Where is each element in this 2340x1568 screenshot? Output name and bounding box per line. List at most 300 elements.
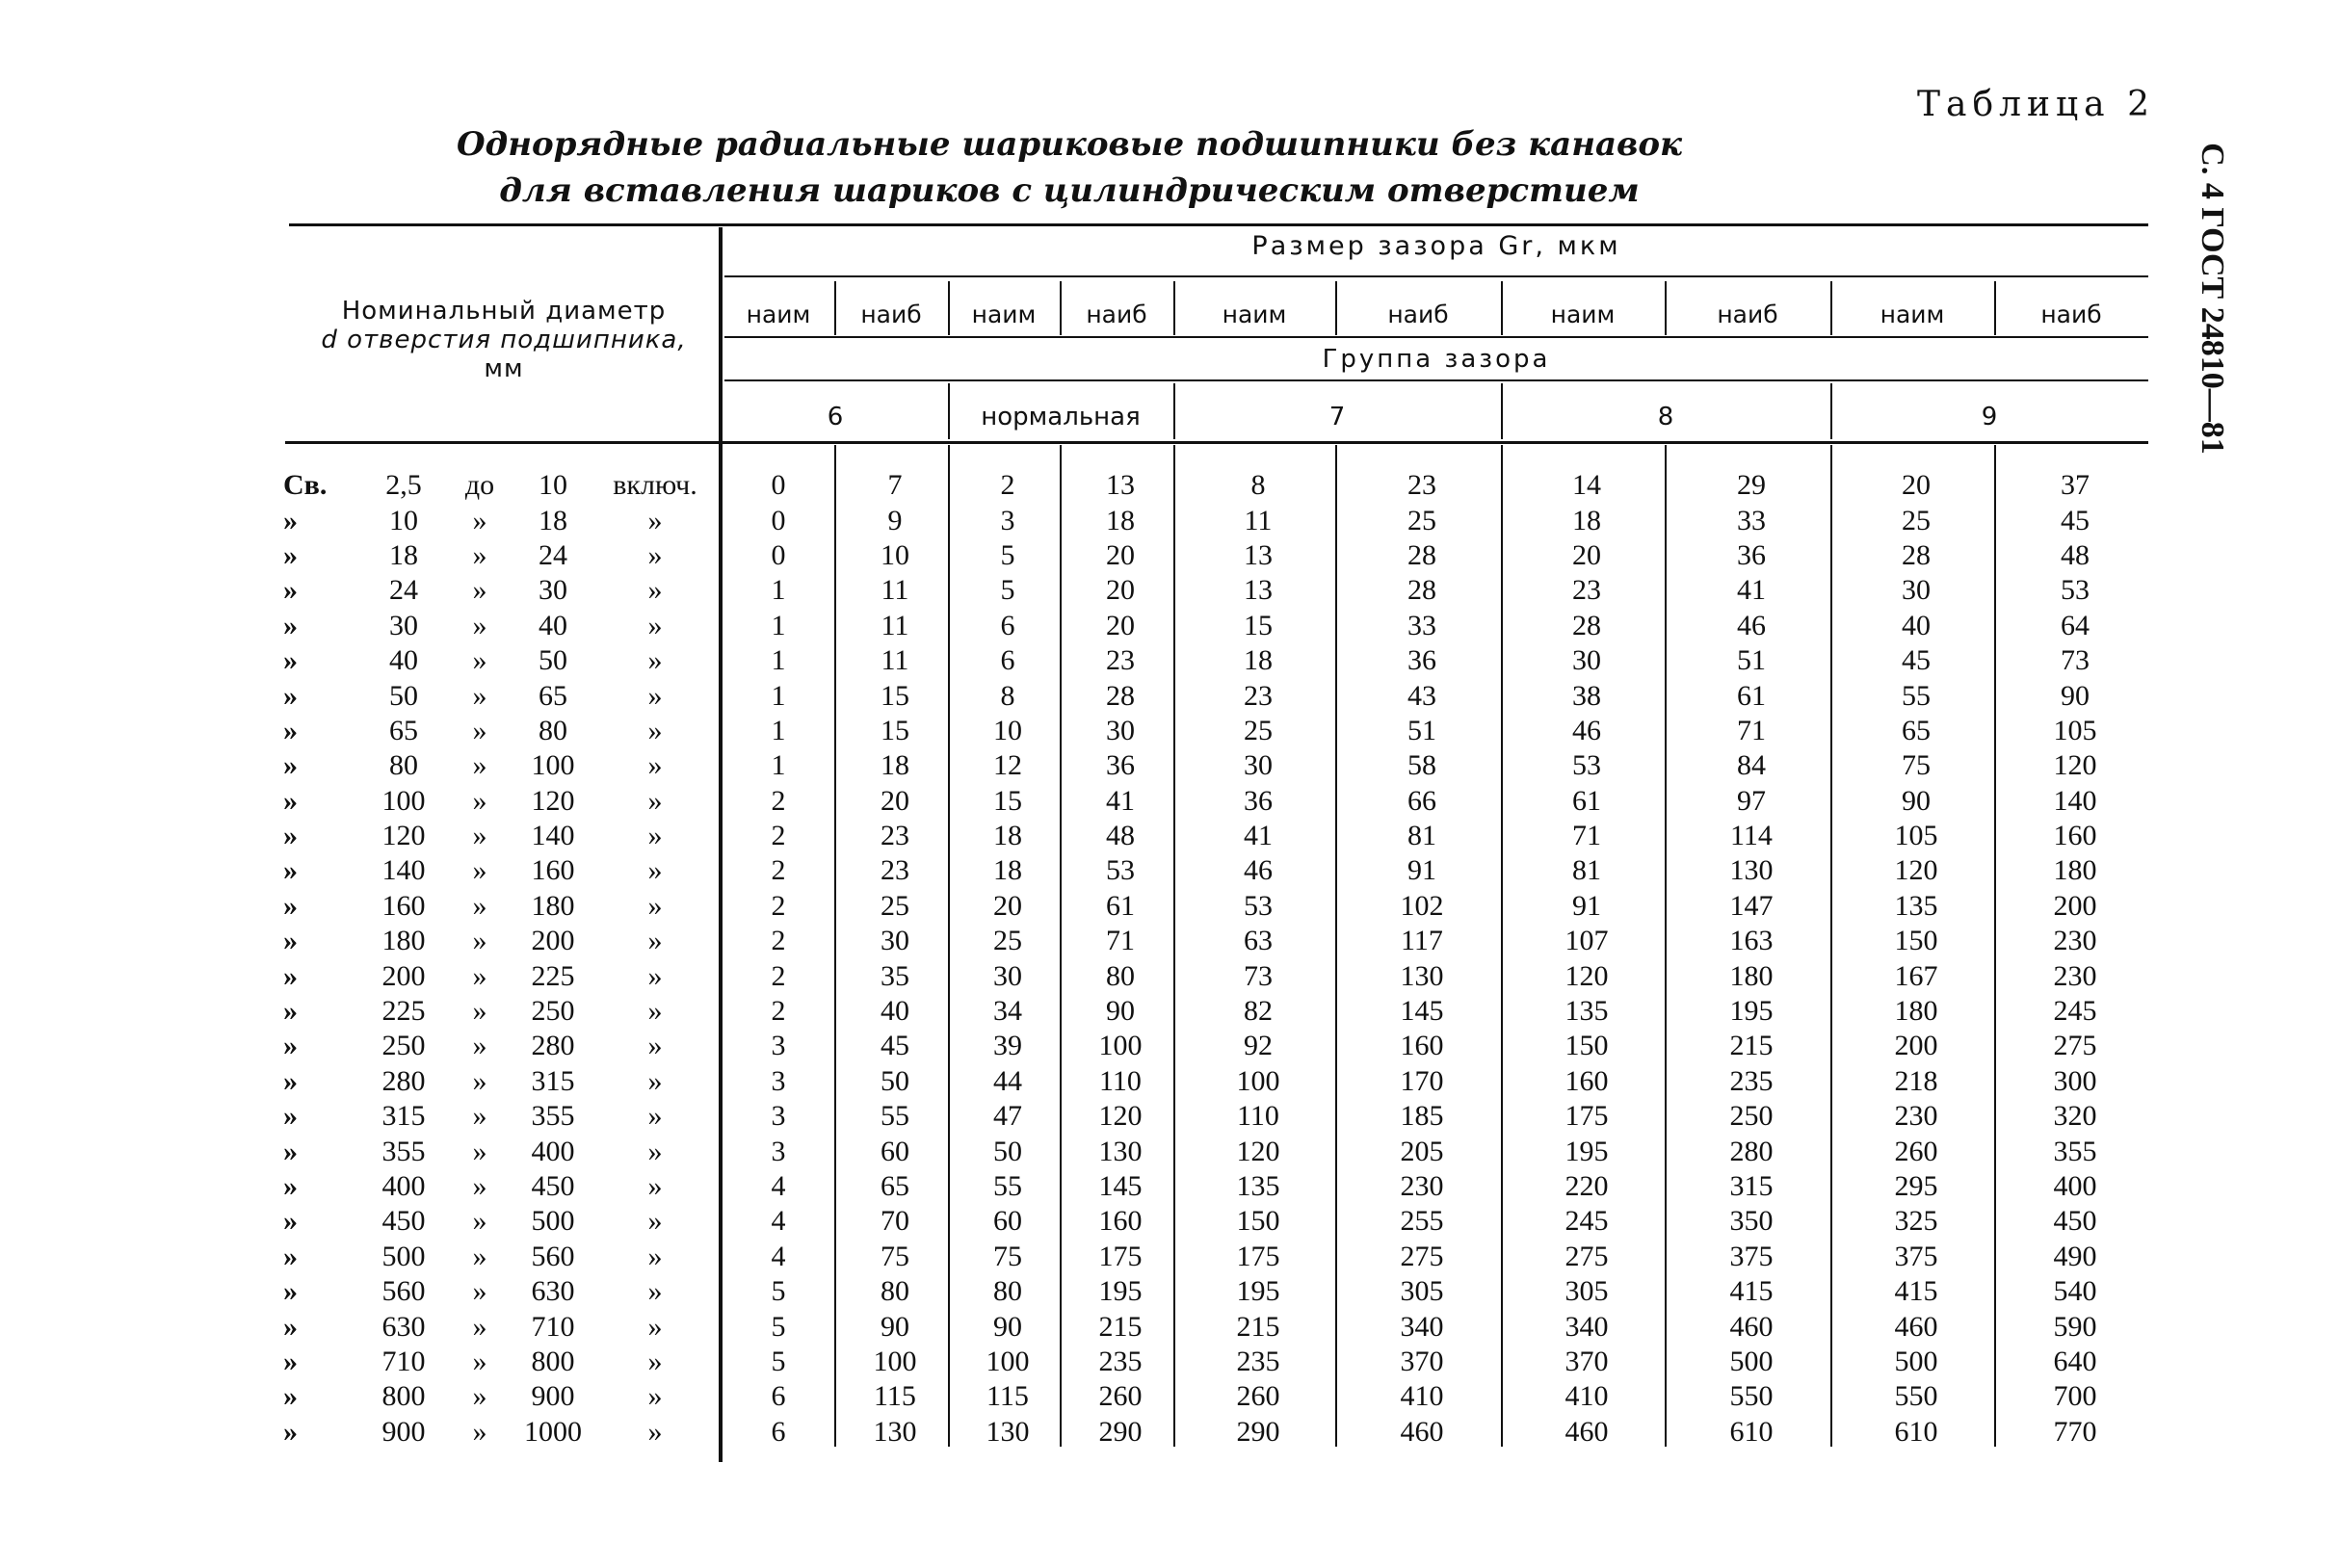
clearance-value: 53 — [1244, 889, 1273, 922]
clearance-value: 30 — [1902, 574, 1931, 607]
row-separator: » — [472, 820, 487, 852]
table-row — [279, 1274, 2152, 1309]
clearance-value: 340 — [1564, 1310, 1609, 1343]
clearance-value: 175 — [1236, 1240, 1280, 1272]
clearance-value: 120 — [2053, 749, 2097, 782]
clearance-value: 415 — [1894, 1275, 1938, 1308]
clearance-value: 38 — [1572, 679, 1601, 712]
clearance-value: 80 — [993, 1275, 1022, 1308]
clearance-value: 45 — [881, 1030, 909, 1062]
diameter-to: 1000 — [524, 1415, 582, 1448]
clearance-value: 3 — [771, 1030, 786, 1062]
clearance-value: 235 — [1236, 1345, 1280, 1377]
clearance-value: 10 — [881, 538, 909, 571]
row-prefix: » — [283, 959, 298, 992]
diameter-to: 10 — [539, 469, 567, 502]
diameter-from: 250 — [381, 1030, 426, 1062]
clearance-value: 8 — [1000, 679, 1015, 712]
clearance-value: 180 — [2053, 854, 2097, 887]
row-separator: » — [472, 609, 487, 641]
clearance-value: 275 — [2053, 1030, 2097, 1062]
clearance-value: 20 — [1902, 469, 1931, 502]
row-prefix: » — [283, 504, 298, 536]
clearance-value: 220 — [1564, 1170, 1609, 1202]
table-row — [279, 503, 2152, 537]
clearance-value: 81 — [1572, 854, 1601, 887]
clearance-value: 117 — [1401, 925, 1443, 957]
nominal-diameter-header — [289, 297, 719, 383]
table-row — [279, 573, 2152, 608]
table-row — [279, 1099, 2152, 1134]
clearance-value: 375 — [1894, 1240, 1938, 1272]
clearance-value: 180 — [1729, 959, 1774, 992]
clearance-value: 105 — [1894, 820, 1938, 852]
rule-top — [289, 223, 2148, 226]
clearance-value: 2 — [771, 820, 786, 852]
clearance-value: 10 — [993, 714, 1022, 746]
clearance-value: 540 — [2053, 1275, 2097, 1308]
clearance-value: 15 — [993, 784, 1022, 817]
clearance-value: 39 — [993, 1030, 1022, 1062]
table-row — [279, 1379, 2152, 1414]
diameter-from: 500 — [381, 1240, 426, 1272]
clearance-value: 320 — [2053, 1100, 2097, 1133]
diameter-from: 40 — [389, 644, 418, 677]
clearance-value: 30 — [993, 959, 1022, 992]
row-prefix: » — [283, 714, 298, 746]
table-row — [279, 1134, 2152, 1168]
clearance-value: 130 — [1729, 854, 1774, 887]
min-label: наим — [1222, 301, 1287, 328]
diameter-from: 400 — [381, 1170, 426, 1202]
row-prefix: » — [283, 1310, 298, 1343]
clearance-value: 41 — [1106, 784, 1135, 817]
clearance-value: 150 — [1236, 1205, 1280, 1238]
clearance-value: 46 — [1244, 854, 1273, 887]
clearance-value: 18 — [993, 854, 1022, 887]
diameter-to: 100 — [531, 749, 575, 782]
clearance-value: 105 — [2053, 714, 2097, 746]
clearance-value: 71 — [1106, 925, 1135, 957]
clearance-value: 160 — [1564, 1064, 1609, 1097]
clearance-value: 48 — [1106, 820, 1135, 852]
clearance-value: 90 — [1106, 995, 1135, 1028]
clearance-value: 2 — [771, 995, 786, 1028]
clearance-value: 53 — [1106, 854, 1135, 887]
table-title-line-1: Однорядные радиальные шариковые подшипники без канавок — [456, 125, 1683, 164]
clearance-value: 205 — [1400, 1135, 1444, 1167]
diameter-to: 500 — [531, 1205, 575, 1238]
row-separator: » — [472, 1345, 487, 1377]
clearance-value: 245 — [1564, 1205, 1609, 1238]
min-label: наим — [746, 301, 811, 328]
row-suffix: » — [647, 925, 663, 957]
clearance-value: 2 — [771, 959, 786, 992]
clearance-value: 115 — [874, 1380, 916, 1413]
clearance-value: 460 — [1564, 1415, 1609, 1448]
clearance-value: 235 — [1098, 1345, 1143, 1377]
clearance-value: 3 — [1000, 504, 1015, 536]
clearance-value: 46 — [1572, 714, 1601, 746]
clearance-value: 30 — [1572, 644, 1601, 677]
diameter-to: 120 — [531, 784, 575, 817]
clearance-value: 18 — [1106, 504, 1135, 536]
rule-header-bottom — [285, 441, 2148, 444]
clearance-value: 6 — [1000, 644, 1015, 677]
clearance-value: 35 — [881, 959, 909, 992]
clearance-value: 25 — [1407, 504, 1436, 536]
clearance-value: 102 — [1400, 889, 1444, 922]
diameter-to: 40 — [539, 609, 567, 641]
clearance-value: 18 — [1572, 504, 1601, 536]
clearance-value: 2 — [771, 784, 786, 817]
row-suffix: » — [647, 574, 663, 607]
max-label: наиб — [2040, 301, 2102, 328]
clearance-value: 11 — [881, 609, 909, 641]
clearance-value: 47 — [993, 1100, 1022, 1133]
row-separator: » — [472, 925, 487, 957]
diameter-to: 140 — [531, 820, 575, 852]
clearance-value: 5 — [1000, 574, 1015, 607]
row-suffix: » — [647, 959, 663, 992]
clearance-value: 100 — [873, 1345, 917, 1377]
diameter-to: 560 — [531, 1240, 575, 1272]
diameter-from: 355 — [381, 1135, 426, 1167]
clearance-value: 48 — [2061, 538, 2090, 571]
diameter-from: 180 — [381, 925, 426, 957]
row-separator: » — [472, 1064, 487, 1097]
clearance-value: 195 — [1564, 1135, 1609, 1167]
clearance-value: 550 — [1894, 1380, 1938, 1413]
diameter-to: 65 — [539, 679, 567, 712]
clearance-value: 30 — [1244, 749, 1273, 782]
clearance-value: 65 — [1902, 714, 1931, 746]
clearance-value: 160 — [1400, 1030, 1444, 1062]
row-prefix: » — [283, 644, 298, 677]
diameter-from: 10 — [389, 504, 418, 536]
row-separator: » — [472, 784, 487, 817]
row-prefix: » — [283, 1240, 298, 1272]
diameter-from: 315 — [381, 1100, 426, 1133]
row-suffix: » — [647, 1310, 663, 1343]
clearance-value: 28 — [1572, 609, 1601, 641]
clearance-value: 13 — [1244, 574, 1273, 607]
clearance-value: 460 — [1894, 1310, 1938, 1343]
clearance-value: 218 — [1894, 1064, 1938, 1097]
row-suffix: » — [647, 995, 663, 1028]
row-separator: » — [472, 995, 487, 1028]
table-row — [279, 1064, 2152, 1099]
row-suffix: » — [647, 1380, 663, 1413]
table-row — [279, 748, 2152, 783]
clearance-value: 20 — [1106, 574, 1135, 607]
clearance-value: 23 — [1106, 644, 1135, 677]
diameter-from: 200 — [381, 959, 426, 992]
clearance-value: 120 — [1098, 1100, 1143, 1133]
diameter-to: 24 — [539, 538, 567, 571]
clearance-value: 115 — [986, 1380, 1029, 1413]
clearance-value: 160 — [2053, 820, 2097, 852]
clearance-value: 75 — [1902, 749, 1931, 782]
clearance-value: 5 — [771, 1345, 786, 1377]
diameter-from: 900 — [381, 1415, 426, 1448]
row-suffix: » — [647, 1275, 663, 1308]
clearance-value: 195 — [1098, 1275, 1143, 1308]
row-suffix: » — [647, 1064, 663, 1097]
clearance-value: 20 — [1106, 538, 1135, 571]
row-prefix: » — [283, 574, 298, 607]
clearance-value: 50 — [993, 1135, 1022, 1167]
clearance-value: 260 — [1236, 1380, 1280, 1413]
diameter-to: 280 — [531, 1030, 575, 1062]
clearance-value: 40 — [881, 995, 909, 1028]
clearance-value: 58 — [1407, 749, 1436, 782]
row-prefix: » — [283, 1030, 298, 1062]
clearance-value: 290 — [1098, 1415, 1143, 1448]
clearance-value: 110 — [1099, 1064, 1142, 1097]
clearance-value: 4 — [771, 1170, 786, 1202]
clearance-value: 3 — [771, 1100, 786, 1133]
row-suffix: » — [647, 1345, 663, 1377]
group-6: 6 — [827, 403, 844, 431]
clearance-value: 1 — [771, 679, 786, 712]
clearance-value: 120 — [1236, 1135, 1280, 1167]
row-prefix: » — [283, 1380, 298, 1413]
clearance-value: 25 — [1244, 714, 1273, 746]
clearance-value: 29 — [1737, 469, 1766, 502]
nominal-header-line: Номинальный диаметр — [341, 297, 667, 326]
clearance-value: 55 — [1902, 679, 1931, 712]
diameter-from: 280 — [381, 1064, 426, 1097]
clearance-value: 147 — [1729, 889, 1774, 922]
clearance-value: 45 — [2061, 504, 2090, 536]
max-label: наиб — [1717, 301, 1778, 328]
clearance-value: 18 — [993, 820, 1022, 852]
clearance-value: 37 — [2061, 469, 2090, 502]
clearance-value: 33 — [1737, 504, 1766, 536]
diameter-from: 18 — [389, 538, 418, 571]
clearance-value: 500 — [1894, 1345, 1938, 1377]
clearance-value: 73 — [1244, 959, 1273, 992]
clearance-value: 25 — [881, 889, 909, 922]
table-label: Таблица 2 — [1917, 85, 2155, 124]
row-separator: » — [472, 854, 487, 887]
clearance-value: 0 — [771, 504, 786, 536]
table-row — [279, 643, 2152, 678]
clearance-value: 340 — [1400, 1310, 1444, 1343]
clearance-value: 145 — [1098, 1170, 1143, 1202]
clearance-value: 0 — [771, 469, 786, 502]
clearance-value: 1 — [771, 644, 786, 677]
clearance-value: 90 — [1902, 784, 1931, 817]
diameter-to: 80 — [539, 714, 567, 746]
row-separator: » — [472, 644, 487, 677]
row-suffix: » — [647, 504, 663, 536]
clearance-value: 36 — [1244, 784, 1273, 817]
clearance-value: 325 — [1894, 1205, 1938, 1238]
row-suffix: » — [647, 644, 663, 677]
clearance-value: 34 — [993, 995, 1022, 1028]
row-suffix: » — [647, 1100, 663, 1133]
clearance-value: 5 — [771, 1310, 786, 1343]
row-suffix: » — [647, 889, 663, 922]
row-suffix: » — [647, 714, 663, 746]
clearance-value: 130 — [986, 1415, 1030, 1448]
clearance-group-header: Группа зазора — [1322, 345, 1551, 374]
clearance-value: 2 — [771, 925, 786, 957]
nominal-header-line: мм — [484, 354, 524, 383]
diameter-from: 560 — [381, 1275, 426, 1308]
table-row — [279, 819, 2152, 853]
row-suffix: » — [647, 854, 663, 887]
clearance-value: 36 — [1106, 749, 1135, 782]
clearance-value: 20 — [1106, 609, 1135, 641]
diameter-from: 160 — [381, 889, 426, 922]
clearance-value: 23 — [1572, 574, 1601, 607]
clearance-value: 13 — [1106, 469, 1135, 502]
diameter-to: 200 — [531, 925, 575, 957]
row-prefix: » — [283, 925, 298, 957]
table-row — [279, 1415, 2152, 1450]
clearance-value: 120 — [1564, 959, 1609, 992]
clearance-value: 90 — [993, 1310, 1022, 1343]
clearance-value: 130 — [1400, 959, 1444, 992]
clearance-value: 160 — [1098, 1205, 1143, 1238]
row-separator: » — [472, 714, 487, 746]
clearance-value: 55 — [881, 1100, 909, 1133]
clearance-value: 640 — [2053, 1345, 2097, 1377]
clearance-value: 2 — [1000, 469, 1015, 502]
row-prefix: » — [283, 538, 298, 571]
clearance-value: 275 — [1400, 1240, 1444, 1272]
min-label: наим — [971, 301, 1037, 328]
clearance-value: 80 — [1106, 959, 1135, 992]
table-row — [279, 853, 2152, 888]
clearance-value: 140 — [2053, 784, 2097, 817]
diameter-to: 180 — [531, 889, 575, 922]
clearance-value: 82 — [1244, 995, 1273, 1028]
clearance-value: 305 — [1564, 1275, 1609, 1308]
clearance-value: 110 — [1237, 1100, 1279, 1133]
diameter-from: 450 — [381, 1205, 426, 1238]
min-label: наим — [1880, 301, 1945, 328]
rule-under-minmax — [724, 336, 2148, 338]
clearance-value: 3 — [771, 1135, 786, 1167]
clearance-value: 18 — [881, 749, 909, 782]
clearance-value: 250 — [1729, 1100, 1774, 1133]
clearance-value: 315 — [1729, 1170, 1774, 1202]
table-row — [279, 1345, 2152, 1379]
clearance-value: 18 — [1244, 644, 1273, 677]
clearance-value: 305 — [1400, 1275, 1444, 1308]
clearance-value: 145 — [1400, 995, 1444, 1028]
clearance-value: 15 — [1244, 609, 1273, 641]
clearance-value: 40 — [1902, 609, 1931, 641]
row-separator: » — [472, 1275, 487, 1308]
clearance-value: 75 — [881, 1240, 909, 1272]
clearance-value: 55 — [993, 1170, 1022, 1202]
row-prefix: » — [283, 1415, 298, 1448]
diameter-to: 315 — [531, 1064, 575, 1097]
clearance-value: 150 — [1894, 925, 1938, 957]
clearance-value: 230 — [2053, 959, 2097, 992]
clearance-value: 235 — [1729, 1064, 1774, 1097]
row-suffix: » — [647, 1205, 663, 1238]
clearance-value: 8 — [1250, 469, 1266, 502]
clearance-value: 53 — [1572, 749, 1601, 782]
clearance-value: 1 — [771, 609, 786, 641]
clearance-value: 230 — [2053, 925, 2097, 957]
clearance-value: 200 — [2053, 889, 2097, 922]
table-row — [279, 1029, 2152, 1063]
clearance-value: 73 — [2061, 644, 2090, 677]
clearance-size-header: Размер зазора Gr, мкм — [1251, 231, 1621, 261]
clearance-value: 11 — [1244, 504, 1273, 536]
clearance-value: 61 — [1737, 679, 1766, 712]
clearance-value: 12 — [993, 749, 1022, 782]
row-prefix: » — [283, 820, 298, 852]
clearance-value: 41 — [1244, 820, 1273, 852]
clearance-value: 60 — [881, 1135, 909, 1167]
clearance-value: 4 — [771, 1240, 786, 1272]
clearance-value: 70 — [881, 1205, 909, 1238]
clearance-value: 46 — [1737, 609, 1766, 641]
clearance-value: 100 — [1098, 1030, 1143, 1062]
row-suffix: » — [647, 1030, 663, 1062]
clearance-value: 0 — [771, 538, 786, 571]
table-row — [279, 714, 2152, 748]
clearance-value: 51 — [1737, 644, 1766, 677]
clearance-value: 410 — [1564, 1380, 1609, 1413]
diameter-to: 800 — [531, 1345, 575, 1377]
clearance-value: 150 — [1564, 1030, 1609, 1062]
clearance-value: 41 — [1737, 574, 1766, 607]
row-suffix: » — [647, 1135, 663, 1167]
side-page-header-text: С. 4 ГОСТ 24810—81 — [2195, 143, 2230, 455]
diameter-to: 355 — [531, 1100, 575, 1133]
clearance-value: 260 — [1894, 1135, 1938, 1167]
clearance-value: 23 — [881, 854, 909, 887]
row-prefix: » — [283, 1135, 298, 1167]
clearance-value: 163 — [1729, 925, 1774, 957]
clearance-table — [279, 468, 2152, 1450]
clearance-value: 53 — [2061, 574, 2090, 607]
clearance-value: 2 — [771, 854, 786, 887]
row-separator: » — [472, 1170, 487, 1202]
clearance-value: 3 — [771, 1064, 786, 1097]
clearance-value: 295 — [1894, 1170, 1938, 1202]
clearance-value: 195 — [1729, 995, 1774, 1028]
clearance-value: 64 — [2061, 609, 2090, 641]
clearance-value: 90 — [881, 1310, 909, 1343]
clearance-value: 195 — [1236, 1275, 1280, 1308]
clearance-value: 30 — [881, 925, 909, 957]
clearance-value: 215 — [1098, 1310, 1143, 1343]
clearance-value: 5 — [1000, 538, 1015, 571]
clearance-value: 415 — [1729, 1275, 1774, 1308]
clearance-value: 370 — [1400, 1345, 1444, 1377]
row-separator: » — [472, 749, 487, 782]
clearance-value: 175 — [1564, 1100, 1609, 1133]
clearance-value: 91 — [1407, 854, 1436, 887]
diameter-from: 140 — [381, 854, 426, 887]
clearance-value: 33 — [1407, 609, 1436, 641]
row-prefix: » — [283, 679, 298, 712]
row-prefix: » — [283, 749, 298, 782]
clearance-value: 44 — [993, 1064, 1022, 1097]
row-prefix: » — [283, 854, 298, 887]
clearance-value: 25 — [1902, 504, 1931, 536]
